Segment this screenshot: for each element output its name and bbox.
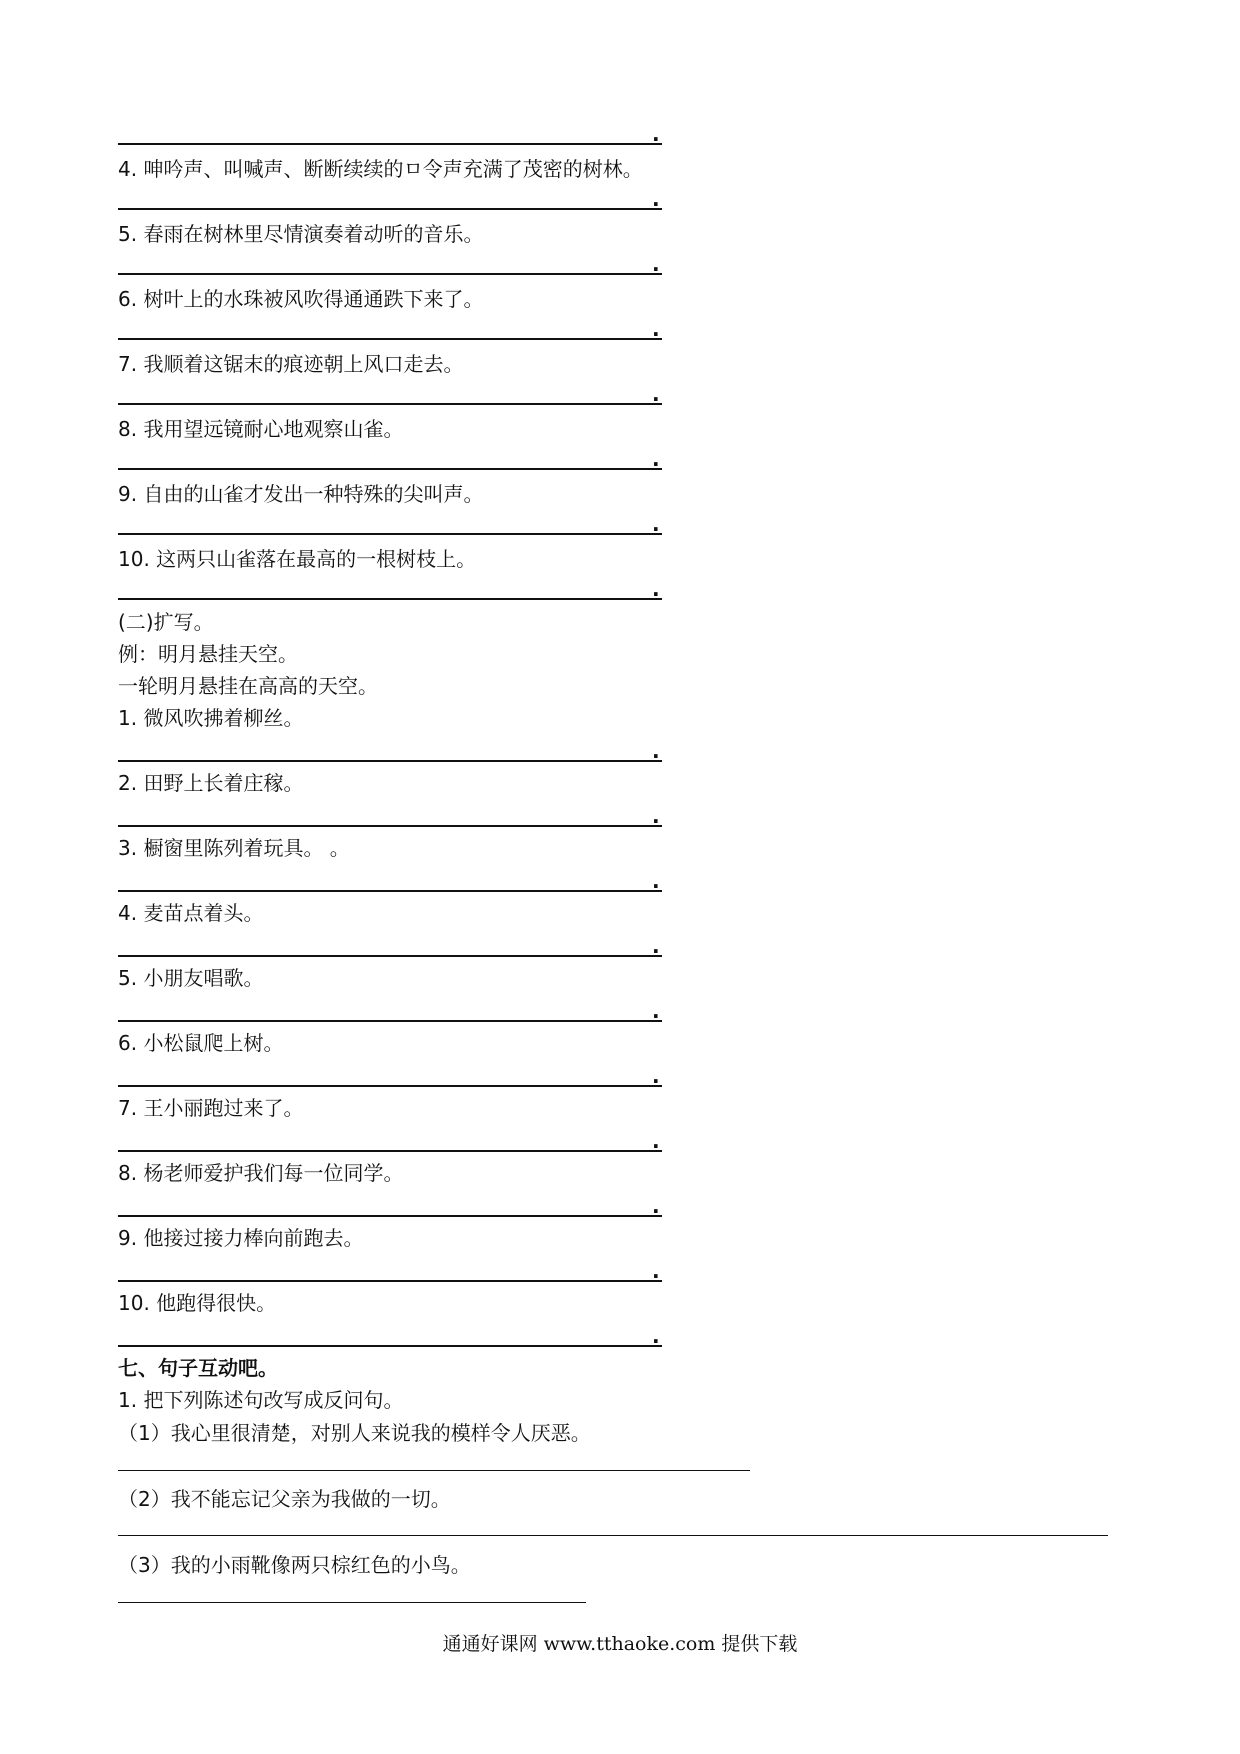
answer-line: [118, 403, 662, 405]
section-heading-expand: (二)扩写。: [118, 610, 214, 634]
answer-line: [118, 760, 662, 762]
answer-line: [118, 468, 662, 470]
answer-line: [118, 598, 662, 600]
line-end-dot: .: [652, 577, 660, 601]
line-end-dot: .: [652, 512, 660, 536]
expand-item-4: 4. 麦苗点着头。: [118, 901, 264, 925]
rewrite-item-9: 9. 自由的山雀才发出一种特殊的尖叫声。: [118, 482, 484, 506]
instruction: 1. 把下列陈述句改写成反问句。: [118, 1388, 404, 1412]
expand-item-3: 3. 橱窗里陈列着玩具。 。: [118, 836, 350, 860]
sentence-item-2: （2）我不能忘记父亲为我做的一切。: [118, 1487, 451, 1511]
line-end-dot: .: [652, 1259, 660, 1283]
rewrite-item-6: 6. 树叶上的水珠被风吹得通通跌下来了。: [118, 287, 484, 311]
line-end-dot: .: [652, 1324, 660, 1348]
line-end-dot: .: [652, 317, 660, 341]
answer-line: [118, 1345, 662, 1347]
expand-item-9: 9. 他接过接力棒向前跑去。: [118, 1226, 364, 1250]
answer-line: [118, 890, 662, 892]
rewrite-item-7: 7. 我顺着这锯末的痕迹朝上风口走去。: [118, 352, 464, 376]
line-end-dot: .: [652, 447, 660, 471]
rewrite-item-8: 8. 我用望远镜耐心地观察山雀。: [118, 417, 404, 441]
answer-line: [118, 955, 662, 957]
example-answer: 一轮明月悬挂在高高的天空。: [118, 674, 378, 698]
footer-source: 通通好课网 www.tthaoke.com 提供下载: [442, 1633, 798, 1655]
line-end-dot: .: [652, 187, 660, 211]
expand-item-10: 10. 他跑得很快。: [118, 1291, 277, 1315]
line-end-dot: .: [652, 999, 660, 1023]
rewrite-item-10: 10. 这两只山雀落在最高的一根树枝上。: [118, 547, 477, 571]
answer-line: [118, 825, 662, 827]
section-heading-sentences: 七、句子互动吧。: [118, 1356, 278, 1380]
answer-line: [118, 1602, 586, 1603]
sentence-item-1: （1）我心里很清楚，对别人来说我的模样令人厌恶。: [118, 1421, 591, 1445]
answer-line: [118, 143, 662, 145]
line-end-dot: .: [652, 382, 660, 406]
line-end-dot: .: [652, 1064, 660, 1088]
example-label: 例：明月悬挂天空。: [118, 642, 298, 666]
line-end-dot: .: [652, 739, 660, 763]
expand-item-8: 8. 杨老师爱护我们每一位同学。: [118, 1161, 404, 1185]
expand-item-6: 6. 小松鼠爬上树。: [118, 1031, 284, 1055]
line-end-dot: .: [652, 804, 660, 828]
answer-line: [118, 1280, 662, 1282]
expand-item-2: 2. 田野上长着庄稼。: [118, 771, 304, 795]
answer-line: [118, 1470, 750, 1471]
line-end-dot: .: [652, 1194, 660, 1218]
expand-item-5: 5. 小朋友唱歌。: [118, 966, 264, 990]
answer-line: [118, 273, 662, 275]
answer-line: [118, 1535, 1108, 1536]
answer-line: [118, 533, 662, 535]
expand-item-1: 1. 微风吹拂着柳丝。: [118, 706, 304, 730]
answer-line: [118, 1150, 662, 1152]
line-end-dot: .: [652, 869, 660, 893]
line-end-dot: .: [652, 1129, 660, 1153]
line-end-dot: .: [652, 122, 660, 146]
answer-line: [118, 338, 662, 340]
rewrite-item-4: 4. 呻吟声、叫喊声、断断续续的ㅁ令声充满了茂密的树林。: [118, 157, 643, 181]
answer-line: [118, 1085, 662, 1087]
line-end-dot: .: [652, 252, 660, 276]
sentence-item-3: （3）我的小雨靴像两只棕红色的小鸟。: [118, 1553, 471, 1577]
expand-item-7: 7. 王小丽跑过来了。: [118, 1096, 304, 1120]
line-end-dot: .: [652, 934, 660, 958]
answer-line: [118, 1215, 662, 1217]
answer-line: [118, 208, 662, 210]
answer-line: [118, 1020, 662, 1022]
rewrite-item-5: 5. 春雨在树林里尽情演奏着动听的音乐。: [118, 222, 484, 246]
